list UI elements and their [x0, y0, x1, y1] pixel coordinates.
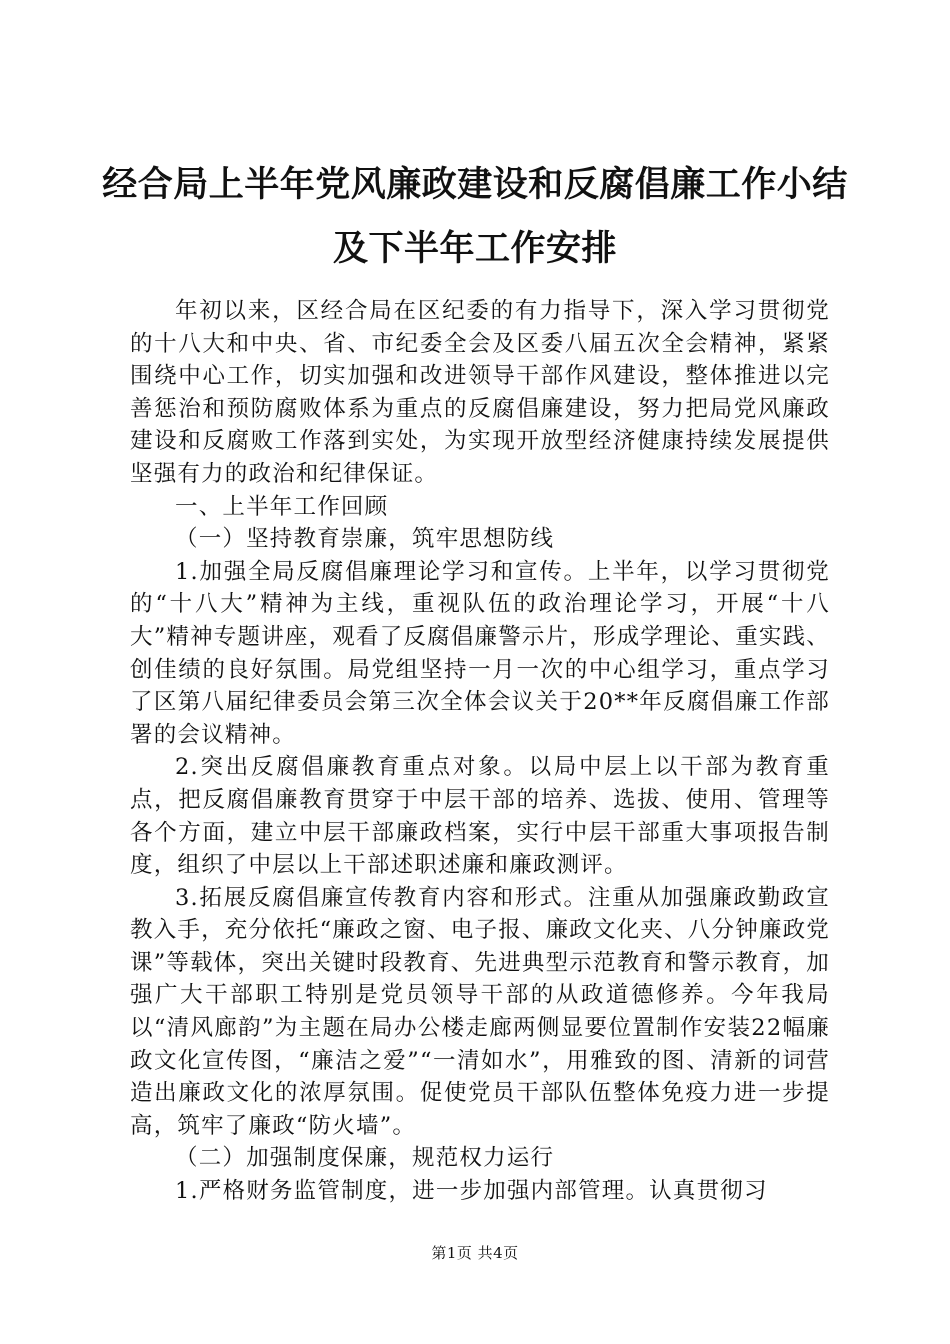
paragraph-item-2: 2.突出反腐倡廉教育重点对象。以局中层上以干部为教育重点，把反腐倡廉教育贯穿于中层干部的培养、选拔、使用、管理等各个方面，建立中层干部廉政档案，实行中层干部重大事项报告制度，组织了中层以上干部述职述廉和廉政测评。: [130, 754, 830, 879]
paragraph-intro: 年初以来，区经合局在区纪委的有力指导下，深入学习贯彻党的十八大和中央、省、市纪委全会及区委八届五次全会精神，紧紧围绕中心工作，切实加强和改进领导干部作风建设，整体推进以完善惩治和预防腐败体系为重点的反腐倡廉建设，努力把局党风廉政建设和反腐败工作落到实处，为实现开放型经济健康持续发展提供坚强有力的政治和纪律保证。: [130, 298, 830, 487]
paragraph-item-3: 3.拓展反腐倡廉宣传教育内容和形式。注重从加强廉政勤政宣教入手，充分依托“廉政之窗、电子报、廉政文化夹、八分钟廉政党课”等载体，突出关键时段教育、先进典型示范教育和警示教育，加强广大干部职工特别是党员领导干部的从政道德修养。今年我局以“清风廊韵”为主题在局办公楼走廊两侧显要位置制作安装22幅廉政文化宣传图，“廉洁之爱”“一清如水”，用雅致的图、清新的词营造出廉政文化的浓厚氛围。促使党员干部队伍整体免疫力进一步提高，筑牢了廉政“防火墙”。: [130, 884, 831, 1139]
paragraph-item-4: 1.严格财务监管制度，进一步加强内部管理。认真贯彻习: [175, 1178, 768, 1205]
subsection-heading-2: （二）加强制度保廉，规范权力运行: [175, 1145, 555, 1172]
document-title: 经合局上半年党风廉政建设和反腐倡廉工作小结及下半年工作安排: [102, 165, 848, 269]
subsection-heading-1: （一）坚持教育崇廉，筑牢思想防线: [175, 526, 555, 553]
section-heading-1: 一、上半年工作回顾: [175, 493, 389, 520]
page-footer: 第1页 共4页: [431, 1244, 519, 1262]
document-body: [130, 295, 830, 1208]
paragraph-item-1: 1.加强全局反腐倡廉理论学习和宣传。上半年，以学习贯彻党的“十八大”精神为主线，重视队伍的政治理论学习，开展“十八大”精神专题讲座，观看了反腐倡廉警示片，形成学理论、重实践、创佳绩的良好氛围。局党组坚持一月一次的中心组学习，重点学习了区第八届纪律委员会第三次全体会议关于20**年反腐倡廉工作部署的会议精神。: [130, 558, 831, 748]
